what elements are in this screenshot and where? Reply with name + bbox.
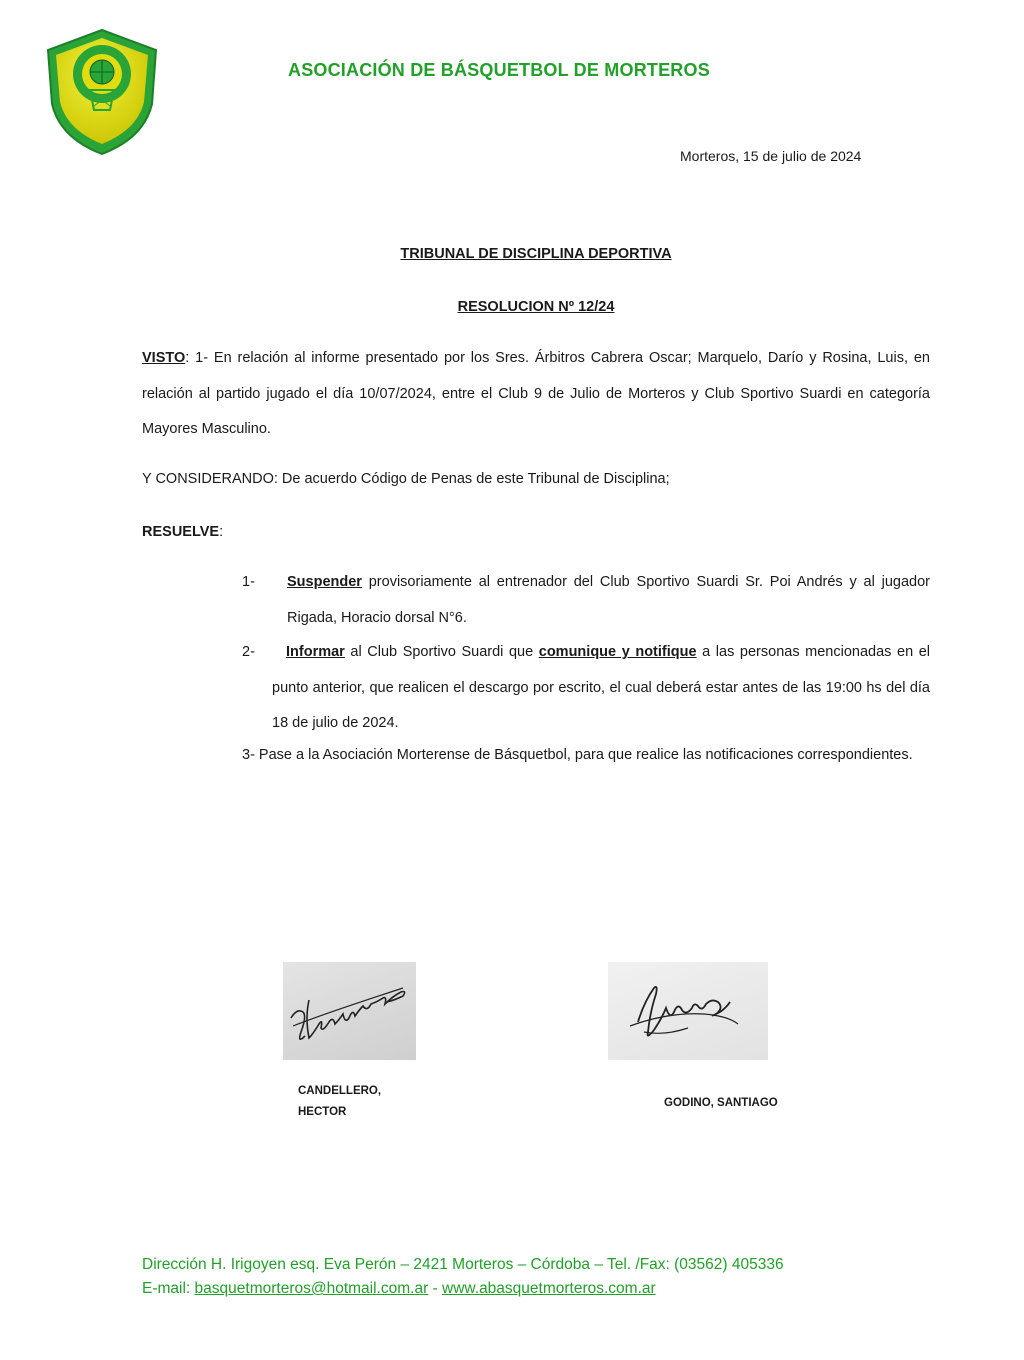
item-number: 1- xyxy=(242,574,255,590)
footer-contact xyxy=(142,1277,784,1301)
visto-text: : 1- En relación al informe presentado por los Sres. Árbitros Cabrera Oscar; Marquelo, Darío y Rosina, Luis, en relación al partido jugado el día 10/07/2024, entre el Club 9 de Julio de Morteros y Club Sportivo Suardi en categoría Mayores Masculino. xyxy=(142,350,930,437)
email-label: E-mail: xyxy=(142,1280,195,1297)
item-action-2: comunique y notifique xyxy=(538,644,697,660)
item-action: Informar xyxy=(286,644,345,660)
resolution-item-3 xyxy=(142,738,930,774)
footer-separator: - xyxy=(428,1280,443,1297)
visto-label: VISTO xyxy=(142,350,186,366)
footer-address: Dirección H. Irigoyen esq. Eva Perón – 2421 Morteros – Córdoba – Tel. /Fax: (03562) 405336 xyxy=(142,1256,784,1273)
signatory-name-1: CANDELLERO, HECTOR xyxy=(298,1085,382,1118)
item-text-b: a las personas mencionadas en el punto anterior, que realicen el descargo por escrito, el cual deberá estar antes de las 19:00 hs del día 18 de julio de 2024. xyxy=(272,644,931,731)
resuelve-label: RESUELVE xyxy=(142,524,220,540)
association-logo xyxy=(44,26,160,158)
document-date: Morteros, 15 de julio de 2024 xyxy=(680,148,862,164)
item-text: provisoriamente al entrenador del Club Sportivo Suardi Sr. Poi Andrés y al jugador Rigada, Horacio dorsal N°6. xyxy=(287,574,930,626)
item-text-a: al Club Sportivo Suardi que xyxy=(344,644,539,660)
considerando-paragraph: Y CONSIDERANDO: De acuerdo Código de Penas de este Tribunal de Disciplina; xyxy=(142,471,670,487)
item-action: Suspender xyxy=(287,574,362,590)
item-number: 3- xyxy=(242,747,255,763)
email-link[interactable]: basquetmorteros@hotmail.com.ar xyxy=(194,1280,429,1297)
resuelve-heading xyxy=(142,515,930,551)
tribunal-title: TRIBUNAL DE DISCIPLINA DEPORTIVA xyxy=(400,246,672,262)
resolution-item-1 xyxy=(242,565,930,636)
resolution-number: RESOLUCION Nº 12/24 xyxy=(457,299,615,315)
resolution-item-2 xyxy=(242,635,930,742)
signature-image-godino xyxy=(608,962,768,1060)
signature-image-candellero xyxy=(283,962,416,1060)
signatory-name-2: GODINO, SANTIAGO xyxy=(664,1097,778,1109)
item-text: Pase a la Asociación Morterense de Básquetbol, para que realice las notificaciones correspondientes. xyxy=(254,747,913,763)
visto-paragraph xyxy=(142,341,930,448)
item-number: 2- xyxy=(242,644,255,660)
organization-name: ASOCIACIÓN DE BÁSQUETBOL DE MORTEROS xyxy=(288,60,710,80)
website-link[interactable]: www.abasquetmorteros.com.ar xyxy=(442,1280,656,1297)
footer xyxy=(142,1253,784,1301)
resuelve-colon: : xyxy=(219,524,224,540)
